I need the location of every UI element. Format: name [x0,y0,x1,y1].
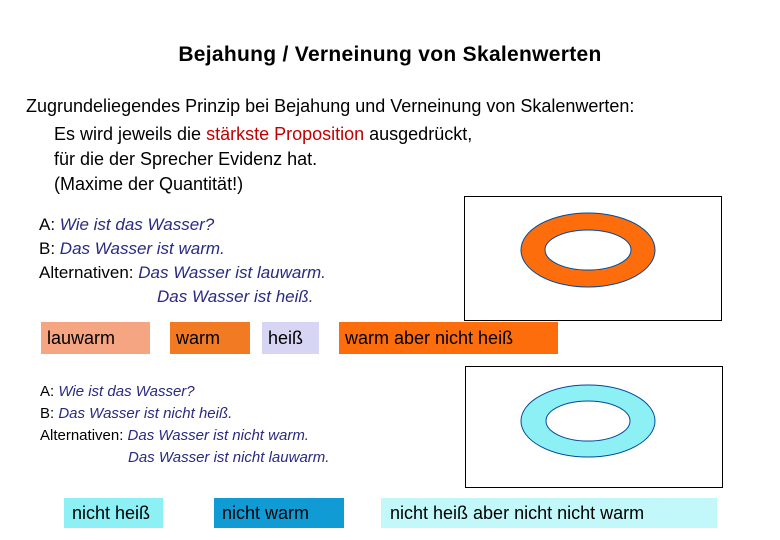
intro-text: Zugrundeliegendes Prinzip bei Bejahung und Verneinung von Skalenwerten: [26,96,635,116]
example1-alt-2: Das Wasser ist heiß. [157,287,314,306]
example2-ring-svg [466,367,722,487]
example2-question [40,383,195,400]
example2-alt-label: Alternativen: [40,427,128,444]
example1-question [39,215,214,235]
principle-highlight: stärkste Proposition [206,124,365,144]
example2-diagram [465,366,723,488]
page-title: Bejahung / Verneinung von Skalenwerten [178,43,602,66]
principle-line-3: (Maxime der Quantität!) [54,174,244,194]
example1-ring-svg [465,197,721,320]
example2-alt-2: Das Wasser ist nicht lauwarm. [128,449,330,466]
example1-diagram [464,196,722,321]
example1-alternatives [39,263,326,283]
scale-box-nicht-heiss: nicht heiß [64,498,163,528]
example2-inner-ellipse [546,401,630,441]
example1-b-text: Das Wasser ist warm. [59,239,225,258]
example1-a-label: A: [39,215,60,234]
principle-line-1 [54,124,472,145]
example1-b-label: B: [39,239,60,258]
example2-answer [40,405,232,422]
example2-a-text: Wie ist das Wasser? [58,383,195,400]
example1-answer [39,239,225,259]
example1-inner-ellipse [545,230,631,270]
example2-a-label: A: [40,383,59,400]
scale-box-heiss: heiß [262,322,319,354]
principle-line-2: für die der Sprecher Evidenz hat. [54,149,318,169]
example2-alternatives [40,427,309,444]
scale-box-warm-aber-nicht-heiss: warm aber nicht heiß [339,322,558,354]
example2-b-label: B: [40,405,59,422]
scale-box-lauwarm: lauwarm [41,322,150,354]
scale-box-nicht-heiss-aber-nicht-nicht-warm: nicht heiß aber nicht nicht warm [381,498,717,528]
principle-line-1-after: ausgedrückt, [364,124,473,144]
example1-alt-label: Alternativen: [39,263,139,282]
example1-alt-1: Das Wasser ist lauwarm. [138,263,326,282]
example1-a-text: Wie ist das Wasser? [59,215,215,234]
scale-box-nicht-warm: nicht warm [214,498,344,528]
example2-alt-1: Das Wasser ist nicht warm. [127,427,309,444]
scale-box-warm: warm [170,322,250,354]
example2-b-text: Das Wasser ist nicht heiß. [58,405,233,422]
principle-line-1-before: Es wird jeweils die [54,124,207,144]
